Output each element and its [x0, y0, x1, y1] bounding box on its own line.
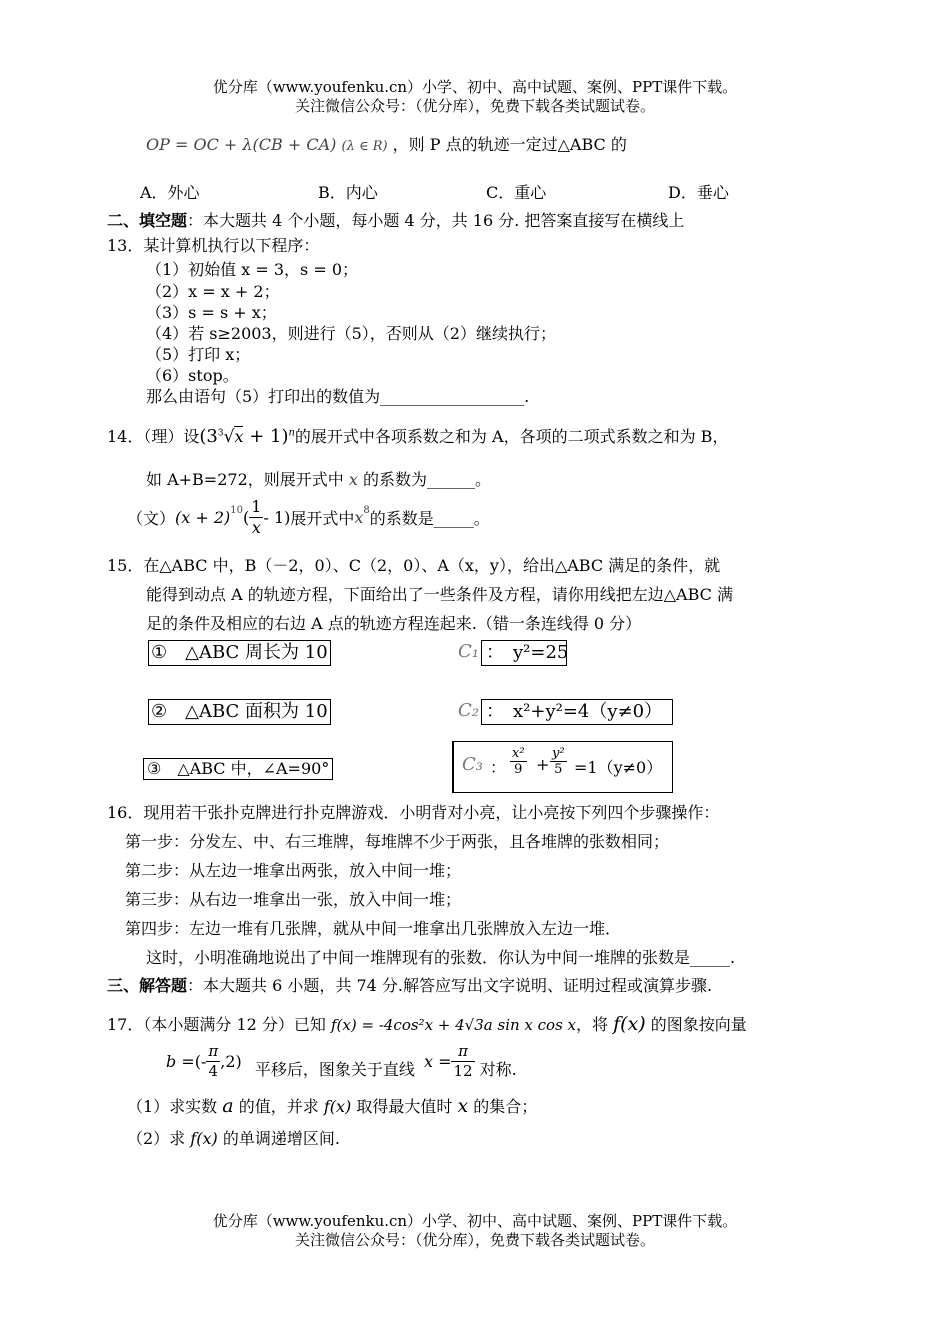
q17-part-2: [127, 1126, 340, 1149]
q17-part-1: [127, 1094, 537, 1117]
q15-c3-frac-2: [550, 746, 567, 777]
q12-formula: OP = OC + λ(CB + CA): [146, 135, 337, 154]
q17-p1d: 的集合；: [473, 1097, 538, 1116]
q15-c1-label: C₁: [458, 641, 479, 662]
q14-var: x: [348, 470, 358, 489]
q17-p1b: 的值，并求: [238, 1097, 319, 1116]
q17-twelve: 12: [453, 1062, 473, 1080]
q15-line-1: 15．在△ABC 中，B（－2，0）、C（2，0）、A（x，y），给出△ABC 满足的条件，就: [107, 556, 721, 575]
q17-p2-fx: f(x): [190, 1129, 218, 1148]
q12-choice-a: A．外心: [140, 183, 200, 202]
q17-four: 4: [208, 1062, 219, 1080]
q12-lambda-cond: λ ∈ R: [346, 139, 383, 154]
q17-line-x: x =: [423, 1052, 452, 1071]
q17-fx-2: f(x): [613, 1013, 646, 1035]
q14-wen-tail: 的系数是_____。: [369, 509, 490, 528]
q17-p2b: 的单调递增区间.: [222, 1129, 340, 1148]
q17-vec-b-pre: (-: [194, 1052, 207, 1071]
section-2-heading: [107, 208, 684, 231]
q12-choice-b: B．内心: [318, 183, 378, 202]
q15-condition-3: ③ △ABC 中，∠A=90°: [143, 758, 333, 780]
q15-c3-label: C₃: [462, 754, 483, 775]
q15-c3-den-1: 9: [514, 762, 523, 777]
q14-wen-text: 展开式中: [290, 509, 355, 528]
q17-fx: f(x) = -4cos²x + 4√3a sin x cos x: [331, 1016, 577, 1034]
q17-vec-b-post: ,2): [220, 1052, 242, 1071]
footer-line-2: 关注微信公众号：（优分库），免费下载各类试题试卷。: [294, 1231, 655, 1249]
q16-step-3: 第三步：从右边一堆拿出一张，放入中间一堆；: [125, 890, 462, 909]
section-3-label: 三、解答题: [107, 976, 188, 995]
q17-text-4: 对称.: [479, 1060, 517, 1079]
q13-step-2: （2）x = x + 2；: [146, 282, 280, 301]
q17-pi: π: [208, 1042, 219, 1060]
q15-c3-den-2: 5: [554, 762, 563, 777]
q16-tail: 这时，小明准确地说出了中间一堆牌现有的张数．你认为中间一堆牌的张数是_____.: [146, 948, 736, 967]
q12-choice-c: C．重心: [486, 183, 547, 202]
q14-line-2: [146, 467, 491, 490]
q17-p1-fx: f(x): [323, 1097, 352, 1116]
q15-c3-frac-1: [510, 746, 527, 777]
q17-text-3: 平移后，图象关于直线: [254, 1060, 415, 1079]
q16-step-2: 第二步：从左边一堆拿出两张，放入中间一堆；: [125, 861, 462, 880]
q14-wen-fraction: [249, 497, 263, 538]
footer-line-1: 优分库（www.youfenku.cn）小学、初中、高中试题、案例、PPT课件下载。: [212, 1212, 738, 1230]
q14-exp: n: [288, 427, 295, 439]
q14-wen-line: [127, 497, 490, 538]
q14-text-1: 的展开式中各项系数之和为 A，各项的二项式系数之和为 B，: [294, 427, 729, 446]
q15-c2-label: C₂: [458, 700, 479, 721]
q14-root-arg: x: [234, 427, 244, 446]
section-2-label: 二、填空题: [107, 211, 188, 230]
q14-root-index: 3: [217, 428, 224, 439]
q15-c3-num-2: y²: [552, 746, 565, 761]
q13-step-4: （4）若 s≥2003，则进行（5），否则从（2）继续执行；: [146, 324, 556, 343]
q17-pi-2: π: [451, 1042, 474, 1062]
q17-text-1: ，将: [576, 1015, 609, 1034]
q13-question: 那么由语句（5）打印出的数值为__________________.: [146, 387, 530, 406]
q17-p1a: （1）求实数: [127, 1097, 218, 1116]
q17-p1-x: x: [457, 1095, 469, 1117]
q15-line-3: 足的条件及相应的右边 A 点的轨迹方程连起来.（错一条连线得 0 分）: [146, 614, 642, 633]
q17-p1c: 取得最大值时: [356, 1097, 453, 1116]
q16-step-1: 第一步：分发左、中、右三堆牌，每堆牌不少于两张，且各堆牌的张数相同；: [125, 832, 670, 851]
q15-c3-plus: +: [536, 755, 550, 774]
q17-p2a: （2）求: [127, 1129, 186, 1148]
q13-intro: 13．某计算机执行以下程序：: [107, 236, 320, 255]
q17-vec-frac: [206, 1042, 220, 1081]
q14-text-2: 如 A+B=272，则展开式中: [146, 470, 344, 489]
q12-text: ，则 P 点的轨迹一定过△ABC 的: [392, 135, 627, 154]
q17-text-2: 的图象按向量: [650, 1015, 747, 1034]
q14-expr-b: + 1): [243, 426, 289, 447]
header-line-1: 优分库（www.youfenku.cn）小学、初中、高中试题、案例、PPT课件下载。: [212, 78, 738, 96]
q14-wen-paren: (: [243, 508, 250, 527]
q15-c3-box: [452, 741, 673, 793]
q13-step-5: （5）打印 x；: [146, 345, 251, 364]
section-3-text: ：本大题共 6 小题，共 74 分.解答应写出文字说明、证明过程或演算步骤.: [187, 976, 713, 995]
section-3-heading: [107, 973, 712, 996]
q13-step-3: （3）s = s + x；: [146, 303, 277, 322]
q15-c3-colon: ：: [490, 758, 507, 777]
q12-choice-d: D．垂心: [668, 183, 729, 202]
section-2-text: ：本大题共 4 个小题，每小题 4 分，共 16 分. 把答案直接写在横线上: [187, 211, 685, 230]
header-line-2: 关注微信公众号：（优分库），免费下载各类试题试卷。: [294, 97, 655, 115]
q14-wen-expr-2: - 1): [263, 508, 291, 527]
q13-step-1: （1）初始值 x = 3，s = 0；: [146, 260, 359, 279]
q14-wen-exp-2: 8: [363, 505, 370, 516]
q12-stem: OP = OC + λ(CB + CA) (λ ∈ R) ，则 P 点的轨迹一定过△ABC 的: [146, 135, 627, 154]
q17-line-frac: [451, 1042, 474, 1081]
q14-wen-num: 1: [251, 497, 262, 516]
q14-wen-exp-1: 10: [230, 505, 244, 516]
q14-wen-var: x: [354, 508, 364, 527]
q17-line-2: [166, 1042, 517, 1081]
q15-c1-equation: ： y²=25: [481, 640, 567, 666]
q16-step-4: 第四步：左边一堆有几张牌，就从中间一堆拿出几张牌放入左边一堆．: [125, 919, 622, 938]
q14-num: 14．（理）设: [107, 427, 200, 446]
q15-c2-equation: ： x²+y²=4（y≠0）: [481, 699, 673, 725]
q14-wen-den: x: [251, 518, 261, 537]
q14-wen-label: （文）: [127, 509, 176, 528]
q16-line-1: 16．现用若干张扑克牌进行扑克牌游戏．小明背对小亮，让小亮按下列四个步骤操作：: [107, 803, 720, 822]
q15-condition-2: ② △ABC 面积为 10: [148, 699, 331, 725]
q17-line-1: [107, 1012, 747, 1035]
q14-wen-expr-1: (x + 2): [175, 508, 231, 527]
q15-line-2: 能得到动点 A 的轨迹方程，下面给出了一些条件及方程，请你用线把左边△ABC 满: [146, 585, 733, 604]
q17-p1-a: a: [222, 1095, 234, 1117]
q13-step-6: （6）stop。: [146, 366, 239, 385]
q15-c3-tail: =1（y≠0）: [574, 758, 663, 777]
q14-line-1: 14．（理）设$(3^3√x + 1)^n$的展开式中各项系数之和为 A，各项的二项式系数之和为 B，: [107, 426, 729, 447]
q14-expr-a: (3: [199, 426, 218, 447]
q15-c3-num-1: x²: [512, 746, 525, 761]
q15-condition-1: ① △ABC 周长为 10: [148, 640, 331, 666]
q17-vec-b: b =: [166, 1052, 195, 1071]
q17-num: 17．（本小题满分 12 分）已知: [107, 1015, 326, 1034]
q14-text-3: 的系数为______。: [362, 470, 491, 489]
